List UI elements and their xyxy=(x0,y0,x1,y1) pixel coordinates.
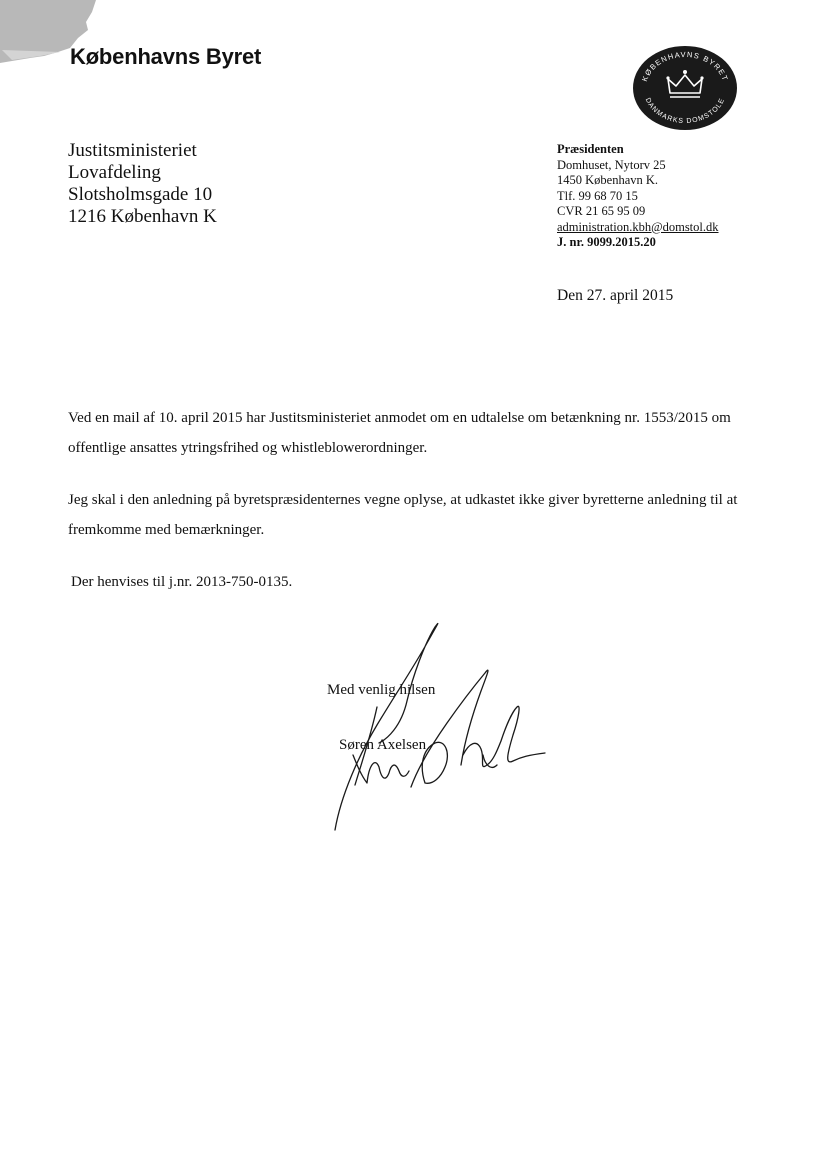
body-paragraph: Jeg skal i den anledning på byretspræsidenternes vegne oplyse, at udkastet ikke giver byretterne anledning til at fremkomme med bemærkninger. xyxy=(68,492,738,538)
sender-cvr: CVR 21 65 95 09 xyxy=(557,204,646,218)
signer-name: Søren Axelsen xyxy=(339,737,427,753)
journal-number: J. nr. 9099.2015.20 xyxy=(557,235,656,249)
sender-role: Præsidenten xyxy=(557,142,624,156)
body-paragraph: Der henvises til j.nr. 2013-750-0135. xyxy=(71,574,293,590)
seal-bottom-text: DANMARKS DOMSTOLE xyxy=(643,96,727,126)
seal-top-text: KØBENHAVNS BYRET xyxy=(640,49,730,83)
body-paragraph: Ved en mail af 10. april 2015 har Justitsministeriet anmodet om en udtalelse om betænkning nr. 1553/2015 om offentlige ansattes ytringsfrihed og whistleblowerordninger. xyxy=(68,410,731,456)
recipient-line: 1216 København K xyxy=(68,206,217,227)
recipient-line: Justitsministeriet xyxy=(68,140,197,161)
handwritten-signature xyxy=(315,615,555,840)
sender-address-line: Domhuset, Nytorv 25 xyxy=(557,157,666,172)
recipient-address xyxy=(68,140,217,228)
court-name: Københavns Byret xyxy=(70,44,262,69)
sender-info xyxy=(557,142,719,251)
closing-greeting: Med venlig hilsen xyxy=(327,682,436,698)
recipient-line: Slotsholmsgade 10 xyxy=(68,184,213,205)
sender-phone: Tlf. 99 68 70 15 xyxy=(557,188,638,203)
recipient-line: Lovafdeling xyxy=(68,162,161,183)
letter-date: Den 27. april 2015 xyxy=(557,287,674,304)
sender-email-link[interactable]: administration.kbh@domstol.dk xyxy=(557,219,719,234)
sender-address-line: 1450 København K. xyxy=(557,173,659,187)
court-seal-logo xyxy=(632,45,738,131)
letter-body xyxy=(68,403,738,619)
